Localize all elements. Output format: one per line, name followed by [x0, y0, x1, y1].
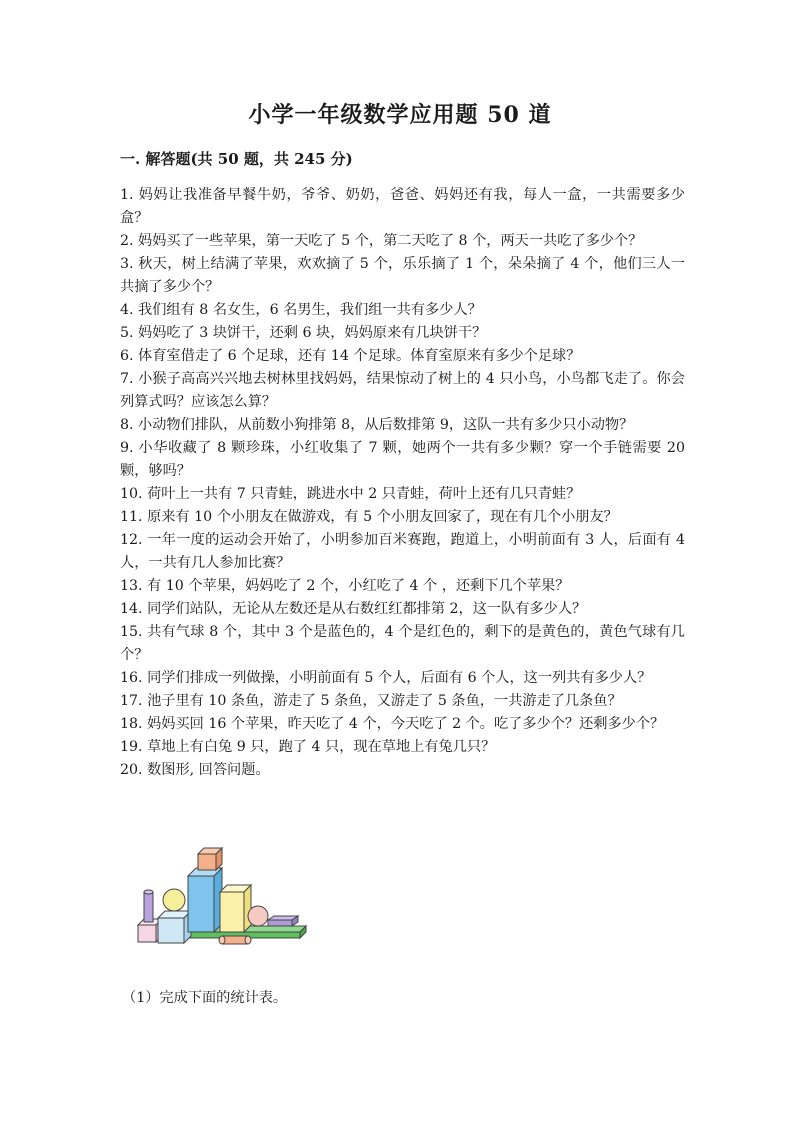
question-item: 7. 小猴子高高兴兴地去树林里找妈妈，结果惊动了树上的 4 只小鸟，小鸟都飞走了。你会列算式吗？应该怎么算？ — [120, 371, 685, 410]
question-item: 20. 数图形, 回答问题。 — [120, 762, 270, 778]
question-list — [120, 184, 685, 782]
question-item: 14. 同学们站队，无论从左数还是从右数红红都排第 2，这一队有多少人？ — [120, 601, 587, 617]
question-item: 9. 小华收藏了 8 颗珍珠，小红收集了 7 颗，她两个一共有多少颗？穿一个手链需要 20 颗，够吗？ — [120, 440, 685, 479]
question-item: 1. 妈妈让我准备早餐牛奶，爷爷、奶奶，爸爸、妈妈还有我，每人一盒，一共需要多少盒？ — [120, 187, 685, 226]
sub-question-1: （1）完成下面的统计表。 — [122, 990, 288, 1006]
page-title: 小学一年级数学应用题 50 道 — [248, 102, 552, 128]
question-item: 2. 妈妈买了一些苹果，第一天吃了 5 个，第二天吃了 8 个，两天一共吃了多少个？ — [120, 233, 643, 249]
question-item: 10. 荷叶上一共有 7 只青蛙，跳进水中 2 只青蛙，荷叶上还有几只青蛙？ — [120, 486, 581, 502]
geometric-solids-figure — [130, 840, 310, 955]
question-item: 6. 体育室借走了 6 个足球，还有 14 个足球。体育室原来有多少个足球？ — [120, 348, 581, 364]
question-item: 18. 妈妈买回 16 个苹果，昨天吃了 4 个，今天吃了 2 个。吃了多少个？还剩多少个？ — [120, 716, 665, 732]
question-item: 12. 一年一度的运动会开始了，小明参加百米赛跑，跑道上，小明前面有 3 人，后面有 4 人，一共有几人参加比赛？ — [120, 532, 685, 571]
question-item: 5. 妈妈吃了 3 块饼干，还剩 6 块，妈妈原来有几块饼干？ — [120, 325, 487, 341]
question-item: 13. 有 10 个苹果，妈妈吃了 2 个，小红吃了 4 个 ，还剩下几个苹果？ — [120, 578, 570, 594]
section-heading: 一. 解答题(共 50 题，共 245 分) — [120, 150, 353, 168]
question-item: 8. 小动物们排队，从前数小狗排第 8，从后数排第 9，这队一共有多少只小动物？ — [120, 417, 634, 433]
question-item: 16. 同学们排成一列做操，小明前面有 5 个人，后面有 6 个人，这一列共有多少人？ — [120, 670, 652, 686]
question-item: 3. 秋天，树上结满了苹果，欢欢摘了 5 个，乐乐摘了 1 个，朵朵摘了 4 个，他们三人一共摘了多少个？ — [120, 256, 685, 295]
question-item: 19. 草地上有白兔 9 只，跑了 4 只，现在草地上有兔几只？ — [120, 739, 496, 755]
question-item: 11. 原来有 10 个小朋友在做游戏，有 5 个小朋友回家了，现在有几个小朋友？ — [120, 509, 618, 525]
question-item: 4. 我们组有 8 名女生，6 名男生，我们组一共有多少人？ — [120, 302, 482, 318]
question-item: 17. 池子里有 10 条鱼，游走了 5 条鱼，又游走了 5 条鱼，一共游走了几条鱼？ — [120, 693, 622, 709]
question-item: 15. 共有气球 8 个，其中 3 个是蓝色的，4 个是红色的，剩下的是黄色的，黄色气球有几个？ — [120, 624, 685, 663]
geometric-solids-icon — [130, 840, 310, 955]
